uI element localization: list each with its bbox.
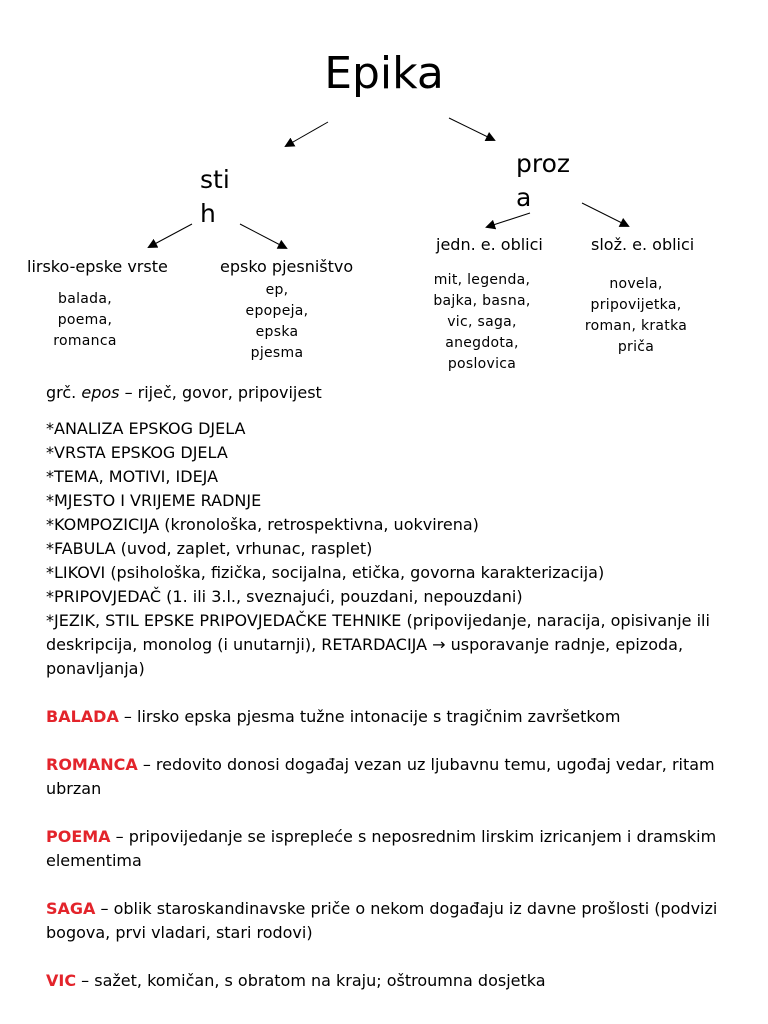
list-item: novela, <box>609 276 663 292</box>
definition-term: POEMA <box>46 827 111 846</box>
analysis-item: *VRSTA EPSKOG DJELA <box>46 443 228 462</box>
jedn-oblici-label: jedn. e. oblici <box>436 235 543 254</box>
arrow-to-lirsko-epske <box>149 224 192 247</box>
list-item: poema, <box>57 312 113 328</box>
lirsko-epske-list <box>40 289 130 352</box>
proza-line-2: a <box>516 183 532 212</box>
proza-line-1: proz <box>516 149 571 178</box>
arrow-to-jedn <box>487 213 530 227</box>
list-item: vic, saga, <box>447 314 517 330</box>
list-item: priča <box>617 339 655 355</box>
epsko-pjesnistvo-label: epsko pjesništvo <box>220 257 354 276</box>
etymology-prefix: grč. <box>46 383 82 402</box>
arrow-to-epsko <box>240 224 286 248</box>
sloz-oblici-label: slož. e. oblici <box>591 235 695 254</box>
definition-term: BALADA <box>46 707 119 726</box>
definition-saga <box>46 897 746 945</box>
arrow-to-proza <box>449 118 494 140</box>
analysis-item: *TEMA, MOTIVI, IDEJA <box>46 467 219 486</box>
list-item: romanca <box>53 333 117 349</box>
analysis-item: *MJESTO I VRIJEME RADNJE <box>46 491 262 510</box>
list-item: balada, <box>58 291 112 307</box>
list-item: pjesma <box>250 345 304 361</box>
proza-label <box>516 147 582 215</box>
definition-text: – oblik staroskandinavske priče o nekom događaju iz davne prošlosti (podvizi bogova, prvi vladari, stari rodovi) <box>46 899 718 942</box>
definition-text: – pripovijedanje se isprepleće s neposrednim lirskim izricanjem i dramskim elementima <box>46 827 717 870</box>
arrow-to-sloz <box>582 203 628 226</box>
definition-text: – sažet, komičan, s obratom na kraju; oštroumna dosjetka <box>76 971 546 990</box>
list-item: roman, kratka <box>584 318 688 334</box>
stih-line-1: sti <box>200 165 230 194</box>
list-item: epska <box>255 324 299 340</box>
definition-term: SAGA <box>46 899 96 918</box>
definition-vic <box>46 969 746 993</box>
body-text <box>46 381 746 993</box>
definition-text: – redovito donosi događaj vezan uz ljubavnu temu, ugođaj vedar, ritam ubrzan <box>46 755 715 798</box>
definition-poema <box>46 825 746 873</box>
jedn-list <box>418 270 546 375</box>
analysis-item: *FABULA (uvod, zaplet, vrhunac, rasplet) <box>46 539 373 558</box>
list-item: mit, legenda, <box>433 272 531 288</box>
epsko-list <box>232 280 322 364</box>
etymology-word: epos <box>81 383 120 402</box>
stih-line-2: h <box>200 199 216 228</box>
etymology-rest: – riječ, govor, pripovijest <box>119 383 322 402</box>
lirsko-epske-label: lirsko-epske vrste <box>27 257 168 276</box>
list-item: anegdota, <box>445 335 519 351</box>
definition-term: ROMANCA <box>46 755 138 774</box>
list-item: bajka, basna, <box>433 293 531 309</box>
definition-romanca <box>46 753 746 801</box>
analysis-item: *JEZIK, STIL EPSKE PRIPOVJEDAČKE TEHNIKE (pripovijedanje, naracija, opisivanje ili deskripcija, monolog (i unutarnji), RETARDACIJA → usporavanje radnje, epizoda, ponavljanja) <box>46 611 710 678</box>
arrow-to-stih <box>286 122 328 146</box>
analysis-item: *KOMPOZICIJA (kronološka, retrospektivna, uokvirena) <box>46 515 479 534</box>
list-item: poslovica <box>447 356 517 372</box>
etymology <box>46 381 746 405</box>
definition-term: VIC <box>46 971 77 990</box>
analysis-item: *ANALIZA EPSKOG DJELA <box>46 419 246 438</box>
analysis-item: *LIKOVI (psihološka, fizička, socijalna, etička, govorna karakterizacija) <box>46 563 605 582</box>
list-item: pripovijetka, <box>590 297 682 313</box>
analysis-item: *PRIPOVJEDAČ (1. ili 3.l., sveznajući, pouzdani, nepouzdani) <box>46 587 523 606</box>
stih-label <box>200 163 240 231</box>
list-item: ep, <box>265 282 289 298</box>
sloz-list <box>568 274 704 358</box>
definition-text: – lirsko epska pjesma tužne intonacije s tragičnim završetkom <box>118 707 621 726</box>
page-title: Epika <box>324 48 444 99</box>
list-item: epopeja, <box>245 303 309 319</box>
definition-balada <box>46 705 746 729</box>
